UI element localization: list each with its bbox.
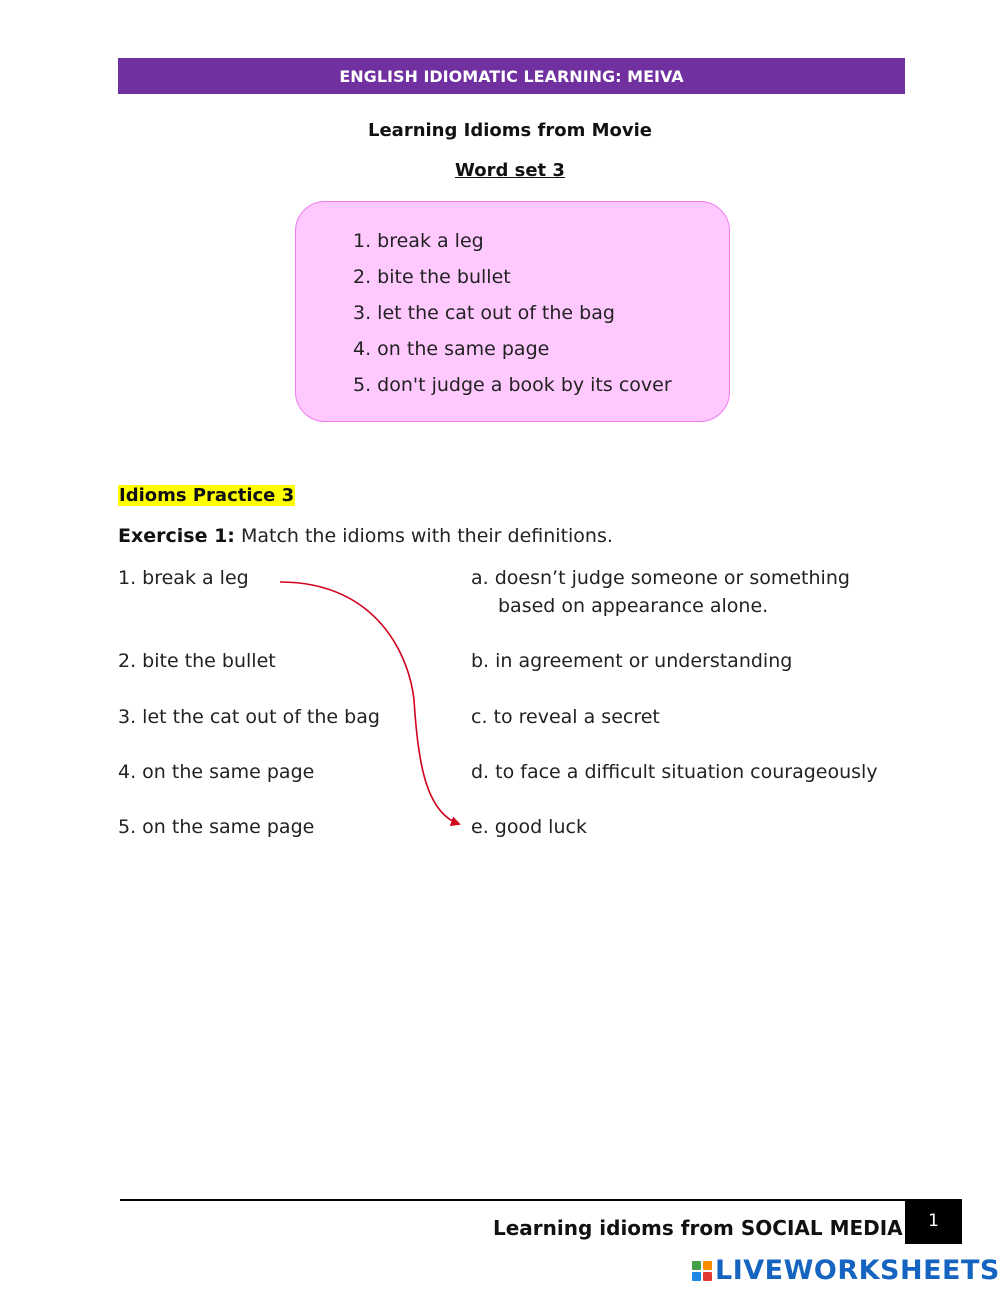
definition-item-d[interactable]: d. to face a difficult situation courageously — [471, 761, 878, 783]
liveworksheets-logo-icon — [692, 1261, 712, 1281]
liveworksheets-logo — [692, 1255, 1000, 1286]
word-set-item: 2. bite the bullet — [353, 266, 511, 288]
page-number: 1 — [928, 1211, 939, 1231]
idiom-item-2[interactable]: 2. bite the bullet — [118, 650, 276, 672]
exercise-label: Exercise 1: — [118, 525, 235, 547]
idiom-item-5[interactable]: 5. on the same page — [118, 816, 315, 838]
definition-a-line1: a. doesn’t judge someone or something — [471, 567, 850, 589]
page-title: Learning Idioms from Movie — [368, 120, 652, 141]
match-arrow-line — [280, 582, 459, 824]
word-set-item: 4. on the same page — [353, 338, 550, 360]
word-set-item: 5. don't judge a book by its cover — [353, 374, 672, 396]
word-set-item: 1. break a leg — [353, 230, 484, 252]
footer-title: Learning idioms from SOCIAL MEDIA — [493, 1216, 903, 1240]
idiom-item-4[interactable]: 4. on the same page — [118, 761, 315, 783]
word-set-title: Word set 3 — [455, 160, 565, 181]
word-set-item: 3. let the cat out of the bag — [353, 302, 615, 324]
idiom-item-1[interactable]: 1. break a leg — [118, 567, 249, 589]
idiom-item-3[interactable]: 3. let the cat out of the bag — [118, 706, 380, 728]
practice-heading: Idioms Practice 3 — [119, 485, 295, 506]
page-number-box — [905, 1201, 962, 1244]
definition-item-b[interactable]: b. in agreement or understanding — [471, 650, 793, 672]
header-banner-text: ENGLISH IDIOMATIC LEARNING: MEIVA — [339, 66, 684, 86]
definition-item-e[interactable]: e. good luck — [471, 816, 587, 838]
liveworksheets-logo-text: LIVEWORKSHEETS — [715, 1255, 1000, 1286]
definition-a-line2: based on appearance alone. — [498, 595, 769, 617]
footer-divider — [120, 1199, 962, 1201]
exercise-text: Match the idioms with their definitions. — [240, 525, 613, 547]
definition-item-c[interactable]: c. to reveal a secret — [471, 706, 660, 728]
